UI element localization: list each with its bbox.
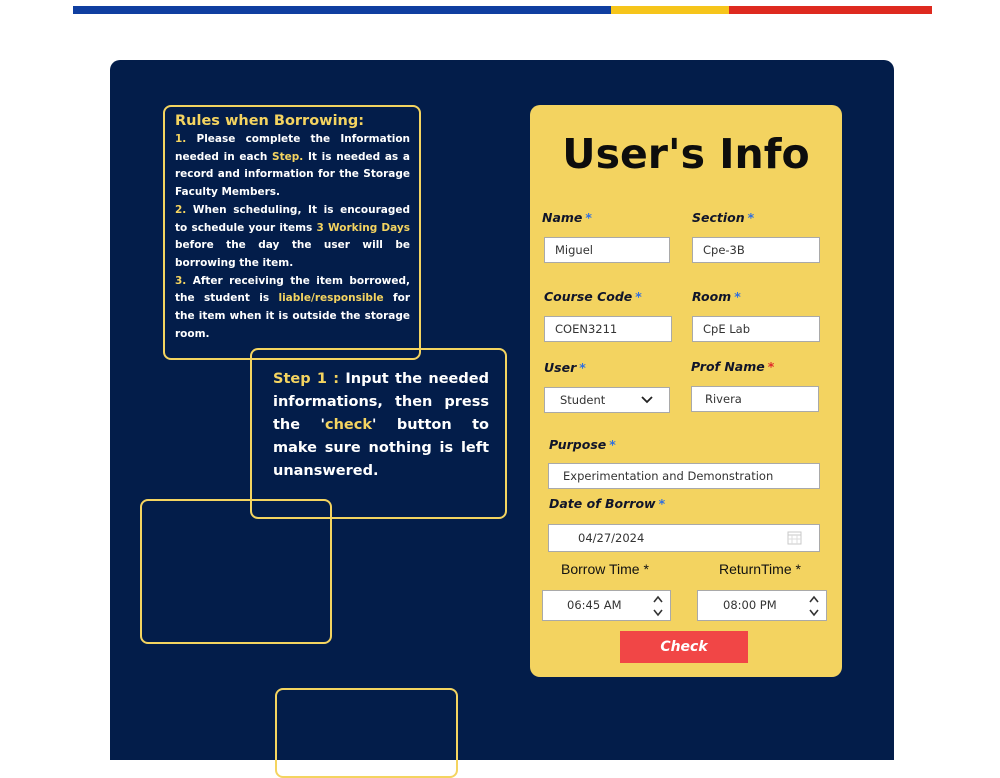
rule-text: When scheduling, It is encouraged to schedule your items <box>175 203 411 234</box>
step-text: Input the needed informations, then press the ' <box>273 371 489 433</box>
return-time-input[interactable] <box>697 590 827 621</box>
borrow-time-input[interactable] <box>542 590 671 621</box>
step-check-word: check <box>324 417 372 433</box>
rule-highlight: Step. <box>272 150 304 163</box>
borrow-time-value: 06:45 AM <box>567 598 622 612</box>
user-label: User * <box>544 360 586 375</box>
decorative-frame <box>275 688 458 778</box>
rule-highlight: 3 Working Days <box>316 221 410 234</box>
rule-number: 2. <box>175 203 187 216</box>
rule-highlight: liable/responsible <box>278 292 384 305</box>
room-input[interactable]: CpE Lab <box>692 316 820 342</box>
course-code-input[interactable]: COEN3211 <box>544 316 672 342</box>
top-accent-bar-yellow <box>611 6 729 14</box>
form-title: User's Info <box>562 130 810 178</box>
spinner-arrows-icon[interactable] <box>652 593 664 619</box>
rule-number: 3. <box>175 274 187 287</box>
return-time-value: 08:00 PM <box>723 598 777 612</box>
prof-name-label: Prof Name * <box>691 359 775 374</box>
rule-number: 1. <box>175 133 187 145</box>
rule-text: It is needed as a record and information for the Storage Faculty Members. <box>175 150 410 199</box>
user-select-value: Student <box>560 393 606 407</box>
name-input[interactable]: Miguel <box>544 237 670 263</box>
step-label: Step 1 <box>273 371 327 387</box>
rule-text: for the item when it is outside the storage room. <box>175 292 411 340</box>
section-input[interactable]: Cpe-3B <box>692 237 820 263</box>
date-value: 04/27/2024 <box>578 531 645 545</box>
prof-name-input[interactable]: Rivera <box>691 386 819 412</box>
purpose-input[interactable]: Experimentation and Demonstration <box>548 463 820 489</box>
purpose-label: Purpose * <box>549 437 616 452</box>
step-text: ' button to make sure nothing is left unanswered. <box>273 417 490 479</box>
return-time-label: ReturnTime * <box>719 561 801 577</box>
course-code-label: Course Code * <box>544 289 642 304</box>
room-label: Room * <box>692 289 741 304</box>
chevron-down-icon <box>641 396 653 404</box>
rules-title: Rules when Borrowing: <box>175 113 365 129</box>
spinner-arrows-icon[interactable] <box>808 593 820 619</box>
borrow-time-label: Borrow Time * <box>561 561 649 577</box>
date-of-borrow-label: Date of Borrow * <box>549 496 666 511</box>
step-instructions-box <box>250 348 507 519</box>
top-accent-bar-red <box>729 6 932 14</box>
rules-box <box>163 105 421 360</box>
rule-text: before the day the user will be borrowing the item. <box>175 239 410 269</box>
date-of-borrow-input[interactable] <box>548 524 820 552</box>
calendar-icon <box>787 530 802 545</box>
user-select[interactable] <box>544 387 670 413</box>
step-separator: : <box>326 371 346 387</box>
name-label: Name * <box>542 210 592 225</box>
check-button[interactable]: Check <box>620 631 748 663</box>
rules-body <box>175 131 410 343</box>
section-label: Section * <box>692 210 755 225</box>
top-accent-bar-blue <box>73 6 611 14</box>
rule-text: Please complete the Information needed in each <box>175 133 411 163</box>
decorative-frame <box>140 499 332 644</box>
rule-text: After receiving the item borrowed, the student is <box>175 274 410 305</box>
